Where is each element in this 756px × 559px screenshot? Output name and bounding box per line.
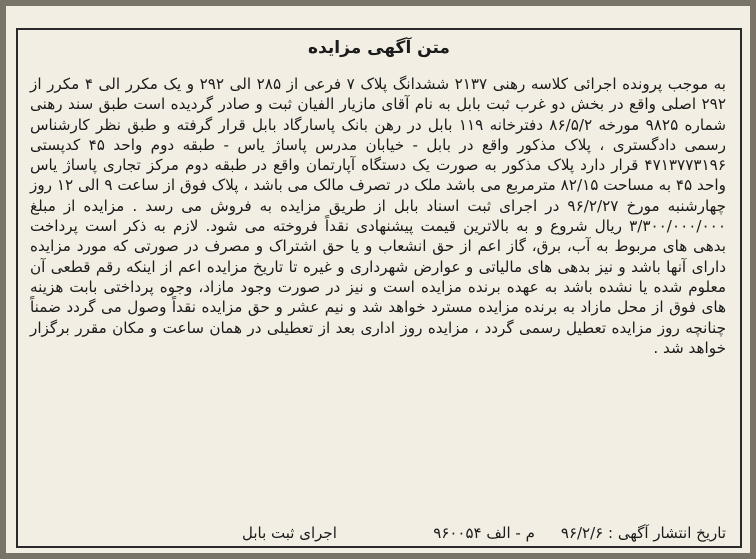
notice-paragraph: به موجب پرونده اجرائی کلاسه رهنی ۲۱۳۷ ششدانگ پلاک ۷ فرعی از ۲۸۵ الی ۲۹۲ و یک مکرر الی ۴ مکرر از ۲۹۲ اصلی واقع در بخش دو غرب ثبت بابل به نام آقای مازیار الفیان ثبت و صادر گردیده است طبق سند رهنی شماره ۹۸۲۵ مورخه ۸۶/۵/۲ دفترخانه ۱۱۹ بابل در رهن بانک پاسارگاد بابل قرار گرفته و طبق نظر کارشناس رسمی دادگستری ، پلاک مذکور واقع در بابل - خیابان مدرس پاساژ یاس - طبقه دوم واحد ۴۵ کدپستی ۴۷۱۳۷۷۳۱۹۶ قرار دارد پلاک مذکور به صورت یک دستگاه آپارتمان واقع در طبقه دوم مرکز تجاری پاساژ یاس واحد ۴۵ به مساحت ۸۲/۱۵ مترمربع می باشد ملک در تصرف مالک می باشد ، پلاک فوق از ساعت ۹ الی ۱۲ روز چهارشنبه مورخ ۹۶/۲/۲۷ در اجرای ثبت اسناد بابل از طریق مزایده به فروش می رسد . مزایده از مبلغ ۳/۳۰۰/۰۰۰/۰۰۰ ریال شروع و به بالاترین قیمت پیشنهادی نقداً فروخته می شود. لازم به ذکر است پرداخت بدهی های مربوط به آب، برق، گاز اعم از حق انشعاب و یا حق اشتراک و مصرف در صورتی که مورد مزایده دارای آنها باشد و نیز بدهی های مالیاتی و عوارض شهرداری و غیره تا تاریخ مزایده اعم از اینکه رقم قطعی آن معلوم شده یا نشده باشد به عهده برنده مزایده است و نیز در صورت وجود مازاد، وجوه پرداختی بابت هزینه های فوق از محل مازاد به برنده مزایده مسترد خواهد شد و نیم عشر و حق مزایده نقداً وصول می گردد ضمناً چنانچه روز مزایده تعطیل رسمی گردد ، مزایده روز اداری بعد از تعطیلی در همان ساعت و مکان مقرر برگزار خواهد شد .	[30, 75, 726, 357]
notice-frame	[16, 28, 742, 548]
issuer-name: اجرای ثبت بابل	[242, 524, 337, 542]
notice-body	[30, 74, 726, 358]
notice-title: متن آگهی مزایده	[308, 38, 450, 58]
notice-footer	[32, 524, 726, 542]
newspaper-clipping	[6, 6, 750, 553]
publish-date: تاریخ انتشار آگهی : ۹۶/۲/۶	[560, 524, 726, 542]
notice-code: م - الف ۹۶۰۰۵۴	[433, 524, 535, 542]
